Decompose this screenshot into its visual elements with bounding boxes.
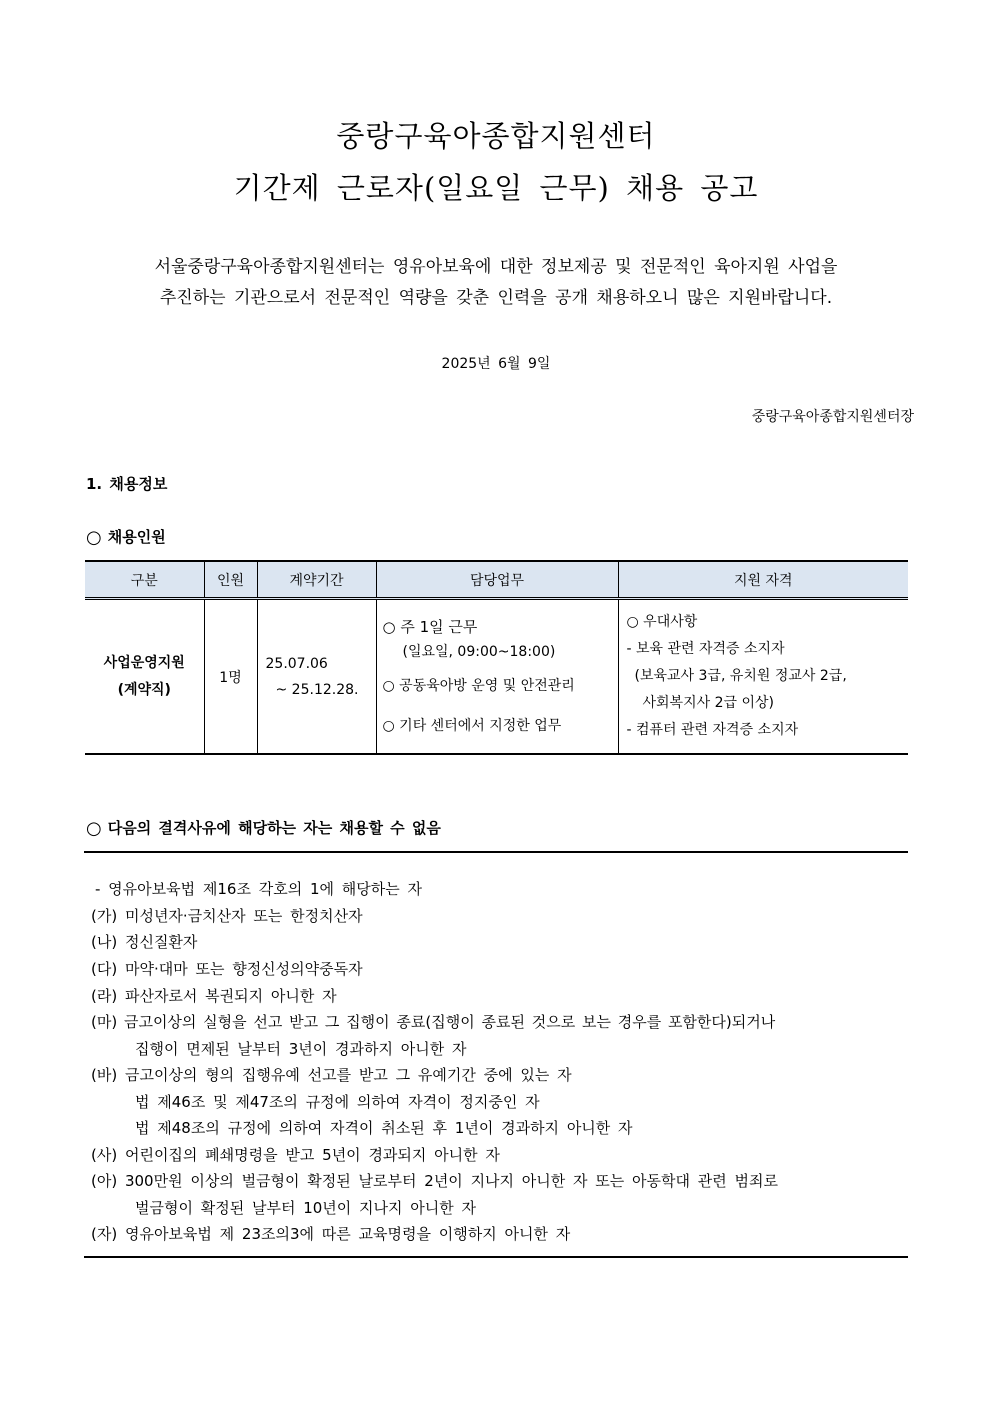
duty-item: ○ 공동육아방 운영 및 안전관리 — [382, 678, 575, 694]
disqualification-line: 집행이 면제된 날부터 3년이 경과하지 아니한 자 — [135, 1040, 467, 1058]
period-end: ~ 25.12.28. — [275, 681, 359, 698]
disqualification-line: (마) 금고이상의 실형을 선고 받고 그 집행이 종료(집행이 종료된 것으로 보는 경우를 포함한다)되거나 — [91, 1013, 776, 1031]
cell-contract-period — [257, 599, 376, 755]
divider-bottom — [84, 1256, 908, 1258]
header-headcount: 인원 — [204, 561, 257, 599]
header-qualifications: 지원 자격 — [618, 561, 908, 599]
announcement-date: 2025년 6월 9일 — [441, 356, 551, 372]
subsection-disqualification — [86, 817, 441, 839]
cell-qualifications — [618, 599, 908, 755]
intro-line-2: 추진하는 기관으로서 전문적인 역량을 갖춘 인력을 공개 채용하오니 많은 지원바랍니다. — [159, 288, 833, 308]
duty-item: ○ 주 1일 근무 — [382, 618, 478, 636]
header-category: 구분 — [85, 561, 204, 599]
qualification-detail: (보육교사 3급, 유치원 정교사 2급, — [634, 668, 847, 684]
header-duties: 담당업무 — [376, 561, 618, 599]
disqualification-line: 법 제48조의 규정에 의하여 자격이 취소된 후 1년이 경과하지 아니한 자 — [135, 1119, 633, 1137]
cell-category — [85, 599, 204, 755]
divider-top — [84, 851, 908, 853]
disqualification-line: (자) 영유아보육법 제 23조의3에 따른 교육명령을 이행하지 아니한 자 — [91, 1225, 571, 1243]
subsection-label: 다음의 결격사유에 해당하는 자는 채용할 수 없음 — [107, 819, 441, 837]
duty-item-detail: (일요일, 09:00~18:00) — [402, 644, 556, 660]
disqualification-line: (나) 정신질환자 — [91, 933, 198, 951]
disqualification-line: 벌금형이 확정된 날부터 10년이 지나지 아니한 자 — [135, 1199, 477, 1217]
cell-headcount: 1명 — [204, 599, 257, 755]
category-name: 사업운영지원 — [103, 654, 185, 671]
qualification-item: - 보육 관련 자격증 소지자 — [626, 641, 785, 657]
category-type: (계약직) — [117, 681, 171, 698]
issuer: 중랑구육아종합지원센터장 — [751, 409, 914, 425]
disqualification-line: (바) 금고이상의 형의 집행유예 선고를 받고 그 유예기간 중에 있는 자 — [91, 1066, 572, 1084]
cell-duties — [376, 599, 618, 755]
subsection-label: 채용인원 — [107, 528, 166, 546]
subsection-recruitment-count — [86, 526, 166, 548]
disqualification-line: 법 제46조 및 제47조의 규정에 의하여 자격이 정지중인 자 — [135, 1093, 540, 1111]
intro-line-1: 서울중랑구육아종합지원센터는 영유아보육에 대한 정보제공 및 전문적인 육아지원 사업을 — [154, 257, 838, 277]
disqualification-line: (다) 마약·대마 또는 향정신성의약중독자 — [91, 960, 363, 978]
qualification-detail: 사회복지사 2급 이상) — [642, 695, 774, 711]
section-title-recruitment-info: 1. 채용정보 — [86, 475, 168, 493]
document-subtitle: 기간제 근로자(일요일 근무) 채용 공고 — [233, 171, 759, 205]
recruitment-table — [85, 560, 908, 755]
duty-item: ○ 기타 센터에서 지정한 업무 — [382, 718, 562, 734]
disqualification-line: (아) 300만원 이상의 벌금형이 확정된 날로부터 2년이 지나지 아니한 자 또는 아동학대 관련 범죄로 — [91, 1172, 778, 1190]
disqualification-line: (라) 파산자로서 복권되지 아니한 자 — [91, 987, 337, 1005]
disqualification-line: (사) 어린이집의 폐쇄명령을 받고 5년이 경과되지 아니한 자 — [91, 1146, 500, 1164]
header-contract-period: 계약기간 — [257, 561, 376, 599]
qualification-heading: ○ 우대사항 — [626, 614, 698, 630]
period-start: 25.07.06 — [265, 655, 328, 672]
disqualification-line: - 영유아보육법 제16조 각호의 1에 해당하는 자 — [95, 880, 422, 898]
table-header-row — [85, 561, 908, 599]
circle-bullet-icon: ○ — [86, 818, 102, 839]
table-row — [85, 599, 908, 755]
document-title: 중랑구육아종합지원센터 — [336, 119, 656, 153]
circle-bullet-icon: ○ — [86, 527, 102, 548]
qualification-item: - 컴퓨터 관련 자격증 소지자 — [626, 722, 799, 738]
disqualification-line: (가) 미성년자·금치산자 또는 한정치산자 — [91, 907, 363, 925]
